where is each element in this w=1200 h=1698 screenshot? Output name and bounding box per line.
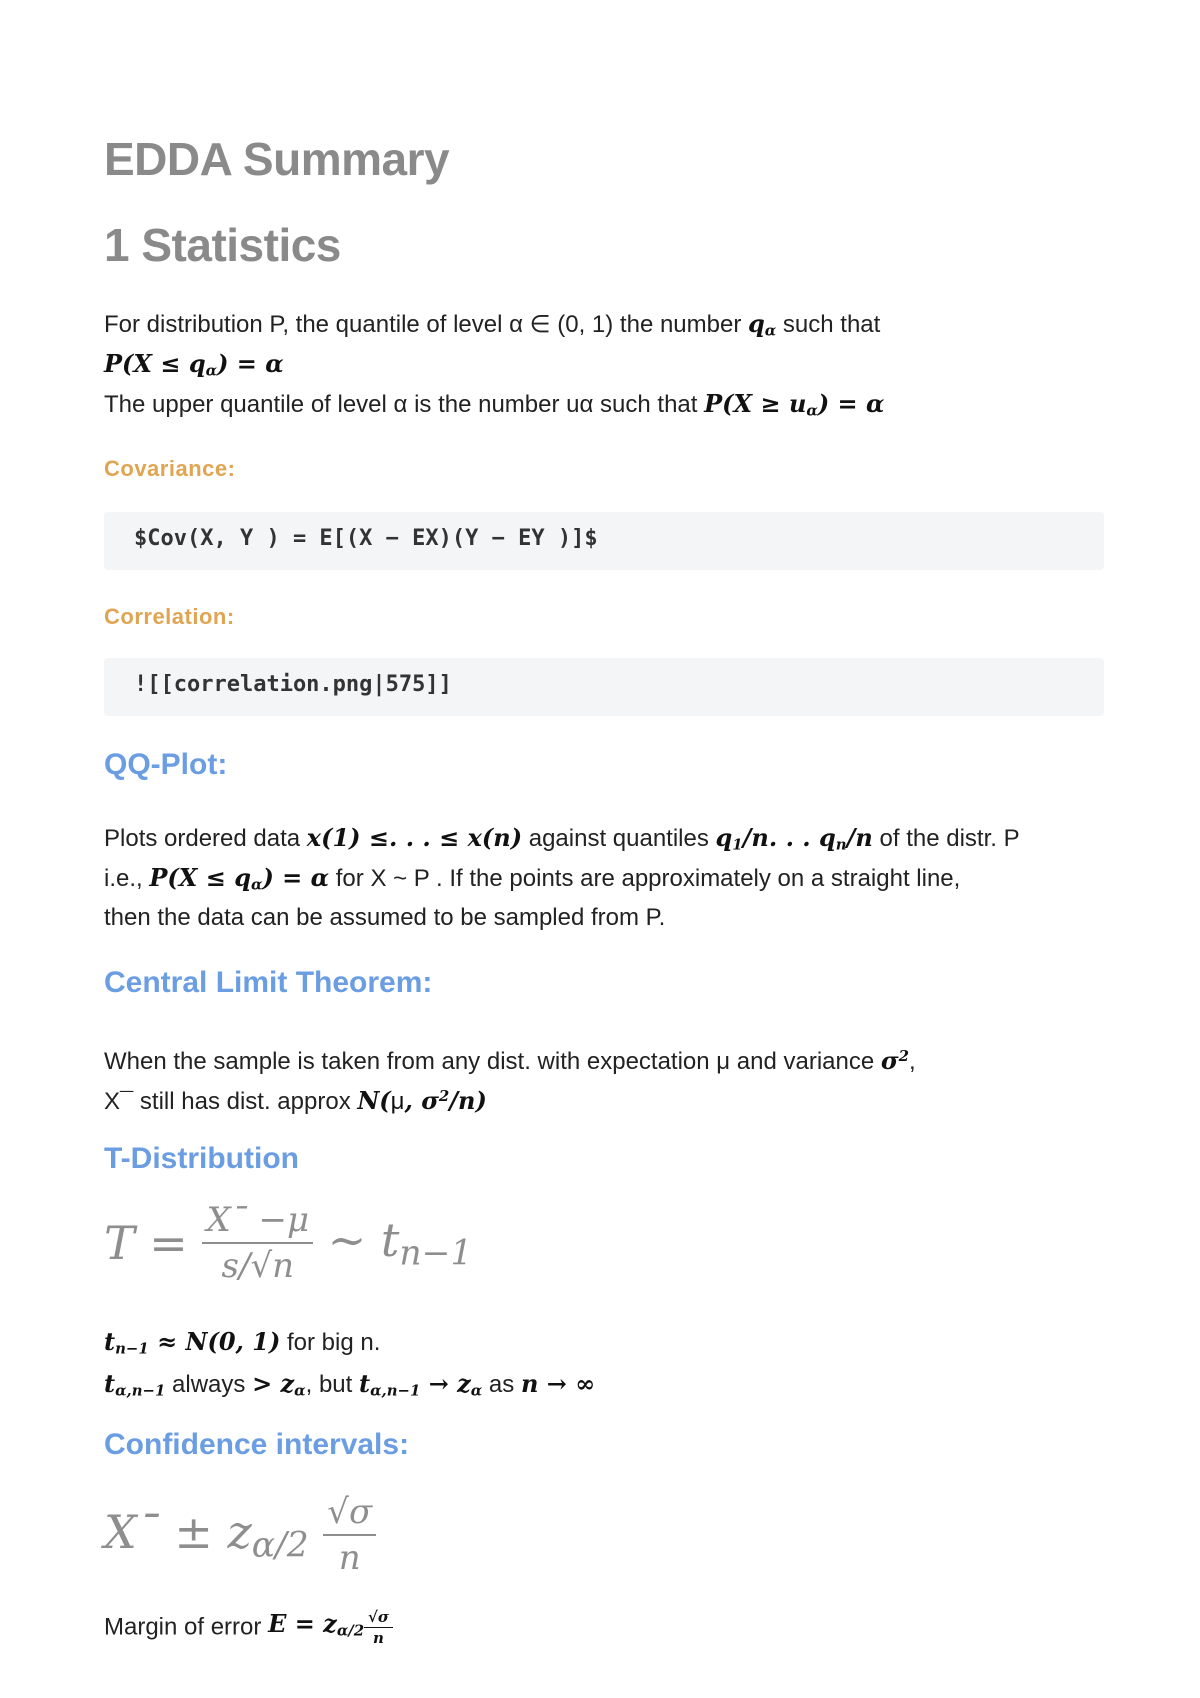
upper-quantile-formula: $P(X \ge u_\alpha) = \alpha$ [704,389,885,420]
normal-approx-formula: N(μ, $\sigma^2/n$) [357,1086,487,1116]
qqplot-line-3: then the data can be assumed to be sampled from P. [104,904,666,931]
ci-heading: Confidence intervals: [104,1428,410,1461]
section-heading-statistics: 1 Statistics [104,219,341,271]
tdist-line-1: $t_{n-1} \approx N(0$, 1) for big n. [104,1327,381,1358]
qqplot-line-1: Plots ordered data x(1) ≤. . . ≤ x(n) against quantiles $q_1/n$. . . $q_n/n$ of the distr. P [104,823,1020,854]
correlation-code: ![[correlation.png|575]] [134,672,452,697]
covariance-code-block [104,512,1104,570]
clt-line-2: X¯ still has dist. approx N(μ, $\sigma^2/n$) [104,1086,487,1116]
quantile-symbol: $q_\alpha$ [748,309,777,340]
confidence-interval-formula: X¯ ± $z_{\alpha/2}$ $\frac{√\sigma}{n}$ [104,1492,376,1578]
quantile-formula: $P(X \le q_\alpha) = \alpha$ [104,349,284,380]
covariance-label: Covariance: [104,456,236,481]
document-title: EDDA Summary [104,133,450,185]
quantile-text-end: such that [776,311,881,338]
ordered-data-formula: x(1) ≤. . . ≤ x(n) [306,823,523,852]
t-statistic-formula: T = $\frac{X¯ -\mu}{s/√n}$ ∼ $t_{n-1}$ [104,1200,473,1286]
clt-line-1: When the sample is taken from any dist. with expectation μ and variance $\sigma^2$, [104,1046,916,1076]
correlation-label: Correlation: [104,604,235,629]
upper-quantile-line [104,384,885,431]
qqplot-line-2: i.e., $P(X \le q_\alpha) = \alpha$ for X ~ P . If the points are approximately on a straight line, [104,863,961,894]
qqplot-quantile-formula: $P(X \le q_\alpha) = \alpha$ [149,863,330,894]
tdist-heading: T-Distribution [104,1142,299,1175]
clt-heading: Central Limit Theorem: [104,966,433,999]
upper-quantile-text: The upper quantile of level α is the number uα such that [104,391,705,418]
quantile-text: For distribution P, the quantile of level α ∈ (0, 1) the number [104,311,749,338]
quantiles-formula: $q_1/n$. . . $q_n/n$ [715,823,873,854]
correlation-code-block [104,658,1104,716]
covariance-code: $Cov(X, Y ) = E[(X − EX)(Y − EY )]$ [134,526,598,551]
tdist-line-2: $t_{\alpha,n-1}$ always > $z_\alpha$, but $t_{\alpha,n-1} \to z_\alpha$ as n → ∞ [104,1369,596,1400]
variance-symbol: $\sigma^2$ [880,1046,909,1076]
margin-of-error-line: Margin of error $E = z_{\alpha/2}$ $\frac{√\sigma}{n}$ [104,1604,393,1651]
qqplot-heading: QQ-Plot: [104,748,228,781]
